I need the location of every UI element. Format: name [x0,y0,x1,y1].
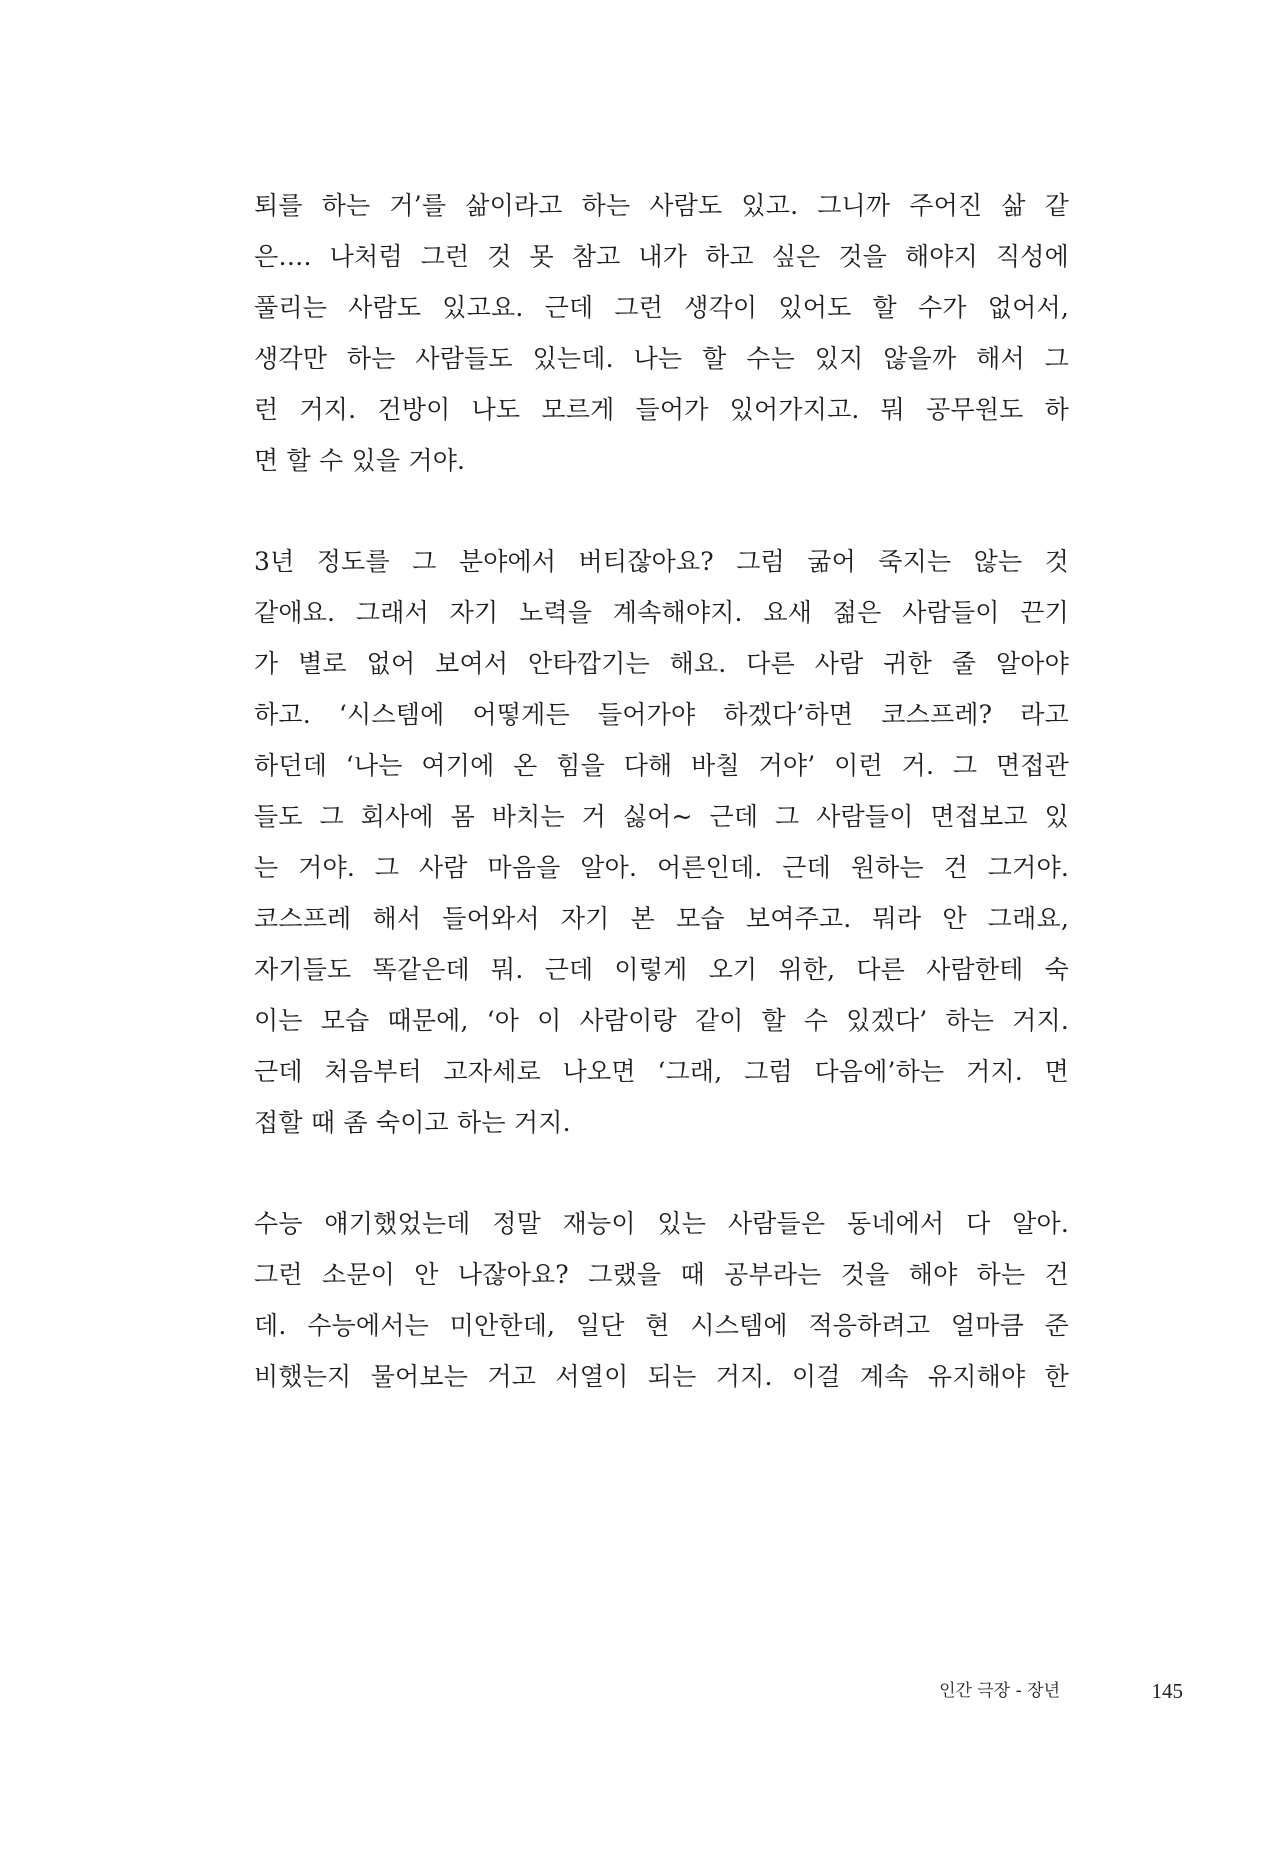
text-line: 같애요. 그래서 자기 노력을 계속해야지. 요새 젊은 사람들이 끈기 [254,598,1069,627]
text-line: 근데 처음부터 고자세로 나오면 ‘그래, 그럼 다음에’하는 거지. 면 [254,1057,1069,1086]
paragraph-1 [254,180,1069,486]
text-line: 자기들도 똑같은데 뭐. 근데 이렇게 오기 위한, 다른 사람한테 숙 [254,955,1069,984]
text-line: 코스프레 해서 들어와서 자기 본 모습 보여주고. 뭐라 안 그래요, [254,904,1069,933]
text-line: 수능 얘기했었는데 정말 재능이 있는 사람들은 동네에서 다 알아. [254,1209,1069,1238]
text-line: 접할 때 좀 숙이고 하는 거지. [254,1108,571,1137]
body-text [254,180,1069,1452]
text-line: 비했는지 물어보는 거고 서열이 되는 거지. 이걸 계속 유지해야 한 [254,1362,1069,1391]
text-line: 생각만 하는 사람들도 있는데. 나는 할 수는 있지 않을까 해서 그 [254,344,1069,373]
text-line: 는 거야. 그 사람 마음을 알아. 어른인데. 근데 원하는 건 그거야. [254,853,1069,882]
page-footer [0,1676,1280,1706]
text-line: 런 거지. 건방이 나도 모르게 들어가 있어가지고. 뭐 공무원도 하 [254,395,1069,424]
text-line: 그런 소문이 안 나잖아요? 그랬을 때 공부라는 것을 해야 하는 건 [254,1260,1069,1289]
text-line: 하고. ‘시스템에 어떻게든 들어가야 하겠다’하면 코스프레? 라고 [254,700,1069,729]
text-line: 풀리는 사람도 있고요. 근데 그런 생각이 있어도 할 수가 없어서, [254,293,1069,322]
paragraph-3 [254,1198,1069,1402]
paragraph-2 [254,536,1069,1148]
text-line: 면 할 수 있을 거야. [254,446,466,475]
text-line: 들도 그 회사에 몸 바치는 거 싫어~ 근데 그 사람들이 면접보고 있 [254,802,1069,831]
text-line: 이는 모습 때문에, ‘아 이 사람이랑 같이 할 수 있겠다’ 하는 거지. [254,1006,1069,1035]
text-line: 퇴를 하는 거’를 삶이라고 하는 사람도 있고. 그니까 주어진 삶 같 [254,191,1069,220]
page-number: 145 [1151,1679,1183,1703]
text-line: 하던데 ‘나는 여기에 온 힘을 다해 바칠 거야’ 이런 거. 그 면접관 [254,751,1069,780]
text-line: 가 별로 없어 보여서 안타깝기는 해요. 다른 사람 귀한 줄 알아야 [254,649,1069,678]
text-line: 은…. 나처럼 그런 것 못 참고 내가 하고 싶은 것을 해야지 직성에 [254,242,1069,271]
running-title: 인간 극장 - 장년 [939,1681,1060,1701]
text-line: 3년 정도를 그 분야에서 버티잖아요? 그럼 굶어 죽지는 않는 것 [254,547,1069,576]
text-line: 데. 수능에서는 미안한데, 일단 현 시스템에 적응하려고 얼마큼 준 [254,1311,1069,1340]
